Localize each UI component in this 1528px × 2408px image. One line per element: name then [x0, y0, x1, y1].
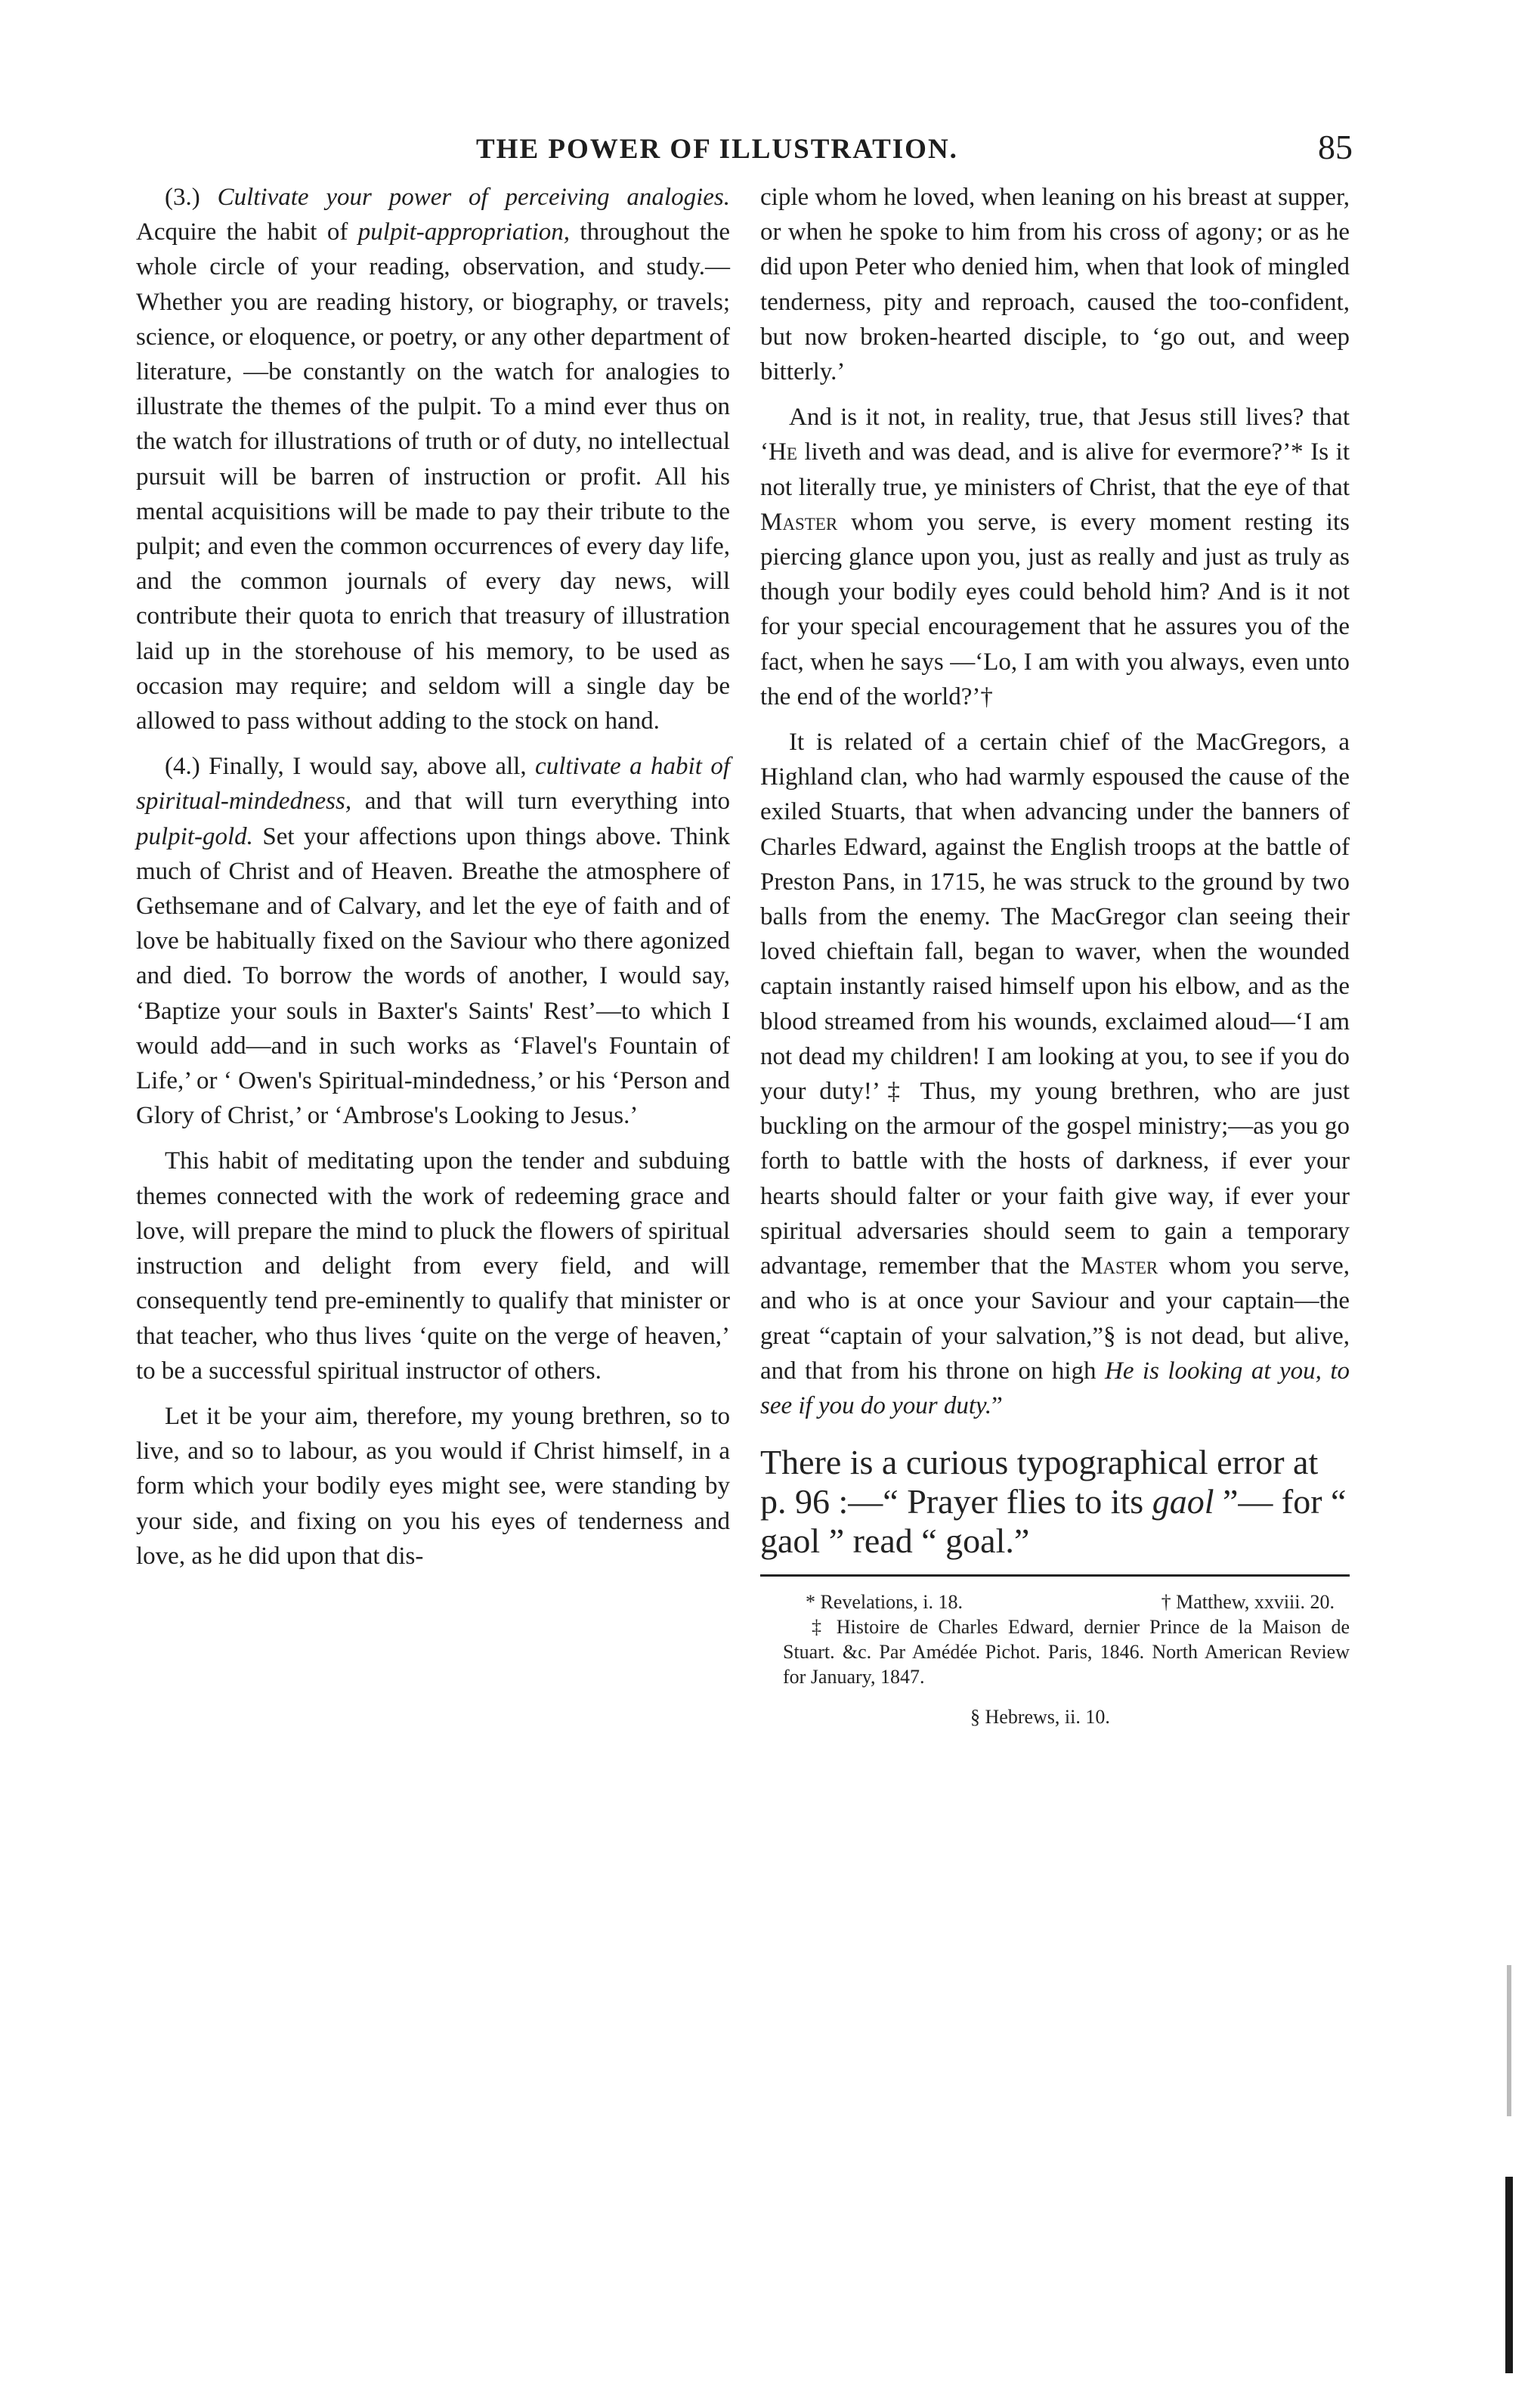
- paragraph-jesus-lives: And is it not, in reality, true, that Jesus still lives? that ‘He liveth and was dead, and is alive for evermore?’* Is it not literally true, ye ministers of Christ, that the eye of that Master whom you serve, is every moment resting its piercing glance upon you, just as really and just as truly as though your bodily eyes could behold him? And is it not for your special encouragement that he assures you of the fact, when he says —‘Lo, I am with you always, even unto the end of the world?’†: [760, 404, 1350, 710]
- footnotes: [760, 1589, 1350, 1729]
- page-header: [144, 127, 1353, 172]
- footnote-row: [760, 1589, 1350, 1614]
- paragraph-analogies: (3.) Cultivate your power of perceiving analogies. Acquire the habit of pulpit-appropriation, throughout the whole circle of your reading, observation, and study.—Whether you are reading history, or biography, or travels; science, or eloquence, or poetry, or any other department of literature, —be constantly on the watch for analogies to illustrate the themes of the pulpit. To a mind ever thus on the watch for illustrations of truth or of duty, no intellectual pursuit will be barren of instruction or profit. All his mental acquisitions will be made to pay their tribute to the pulpit; and even the common occurrences of every day life, and the common journals of every day news, will contribute their quota to enrich that treasury of illustration laid up in the storehouse of his memory, to be used as occasion may require; and seldom will a single day be allowed to pass without adding to the stock on hand.: [136, 184, 730, 735]
- page-number: 85: [1318, 128, 1353, 166]
- erratum-note: There is a curious typographical error at p. 96 :—“ Prayer flies to its gaol ”— for “ gaol ” read “ goal.”: [760, 1443, 1347, 1561]
- left-column: [136, 180, 730, 1574]
- footnote-hebrews: § Hebrews, ii. 10.: [970, 1705, 1110, 1728]
- footnote-matthew: † Matthew, xxviii. 20.: [1161, 1590, 1335, 1613]
- scan-edge-shadow: [1507, 1965, 1511, 2116]
- scan-edge-mark: [1505, 2177, 1513, 2373]
- paragraph-meditating: This habit of meditating upon the tender and subduing themes connected with the work of redeeming grace and love, will prepare the mind to pluck the flowers of spiritual instruction and delight from every field, and will consequently tend pre-eminently to qualify that minister or that teacher, who thus lives ‘quite on the verge of heaven,’ to be a successful spiritual instructor of others.: [136, 1147, 730, 1385]
- paragraph-spiritual-mindedness: (4.) Finally, I would say, above all, cultivate a habit of spiritual-mindedness, and that will turn everything into pulpit-gold. Set your affections upon things above. Think much of Christ and of Heaven. Breathe the atmosphere of Gethsemane and of Calvary, and let the eye of faith and of love be habitually fixed on the Saviour who there agonized and died. To borrow the words of another, I would say, ‘Baptize your souls in Baxter's Saints' Rest’—to which I would add—and in such works as ‘Flavel's Fountain of Life,’ or ‘ Owen's Spiritual-mindedness,’ or his ‘Person and Glory of Christ,’ or ‘Ambrose's Looking to Jesus.’: [136, 753, 730, 1130]
- footnote-histoire: ‡ Histoire de Charles Edward, dernier Prince de la Maison de Stuart. &c. Par Amédée Pichot. Paris, 1846. North American Review for January, 1847.: [783, 1615, 1350, 1688]
- footnote-divider: [760, 1574, 1350, 1577]
- footnote-revelations: * Revelations, i. 18.: [806, 1590, 963, 1613]
- running-title: THE POWER OF ILLUSTRATION.: [476, 134, 958, 165]
- paragraph-continuation: ciple whom he loved, when leaning on his breast at supper, or when he spoke to him from his cross of agony; or as he did upon Peter who denied him, when that look of mingled tenderness, pity and reproach, caused the too-confident, but now broken-hearted disciple, to ‘go out, and weep bitterly.’: [760, 184, 1350, 386]
- paragraph-aim: Let it be your aim, therefore, my young brethren, so to live, and so to labour, as you would if Christ himself, in a form which your bodily eyes might see, were standing by your side, and fixing on you his eyes of tenderness and love, as he did upon that dis-: [136, 1402, 730, 1570]
- right-column: [760, 180, 1350, 1729]
- paragraph-macgregor: It is related of a certain chief of the MacGregors, a Highland clan, who had warmly espoused the cause of the exiled Stuarts, that when advancing under the banners of Charles Edward, against the English troops at the battle of Preston Pans, in 1715, he was struck to the ground by two balls from the enemy. The MacGregor clan seeing their loved chieftain fall, began to waver, when the wounded captain instantly raised himself upon his elbow, and as the blood streamed from his wounds, exclaimed aloud—‘I am not dead my children! I am looking at you, to see if you do your duty!’‡ Thus, my young brethren, who are just buckling on the armour of the gospel ministry;—as you go forth to battle with the hosts of darkness, if ever your hearts should falter or your faith give way, if ever your spiritual adversaries should seem to gain a temporary advantage, remember that the Master whom you serve, and who is at once your Saviour and your captain—the great “captain of your salvation,”§ is not dead, but alive, and that from his throne on high He is looking at you, to see if you do your duty.”: [760, 729, 1350, 1419]
